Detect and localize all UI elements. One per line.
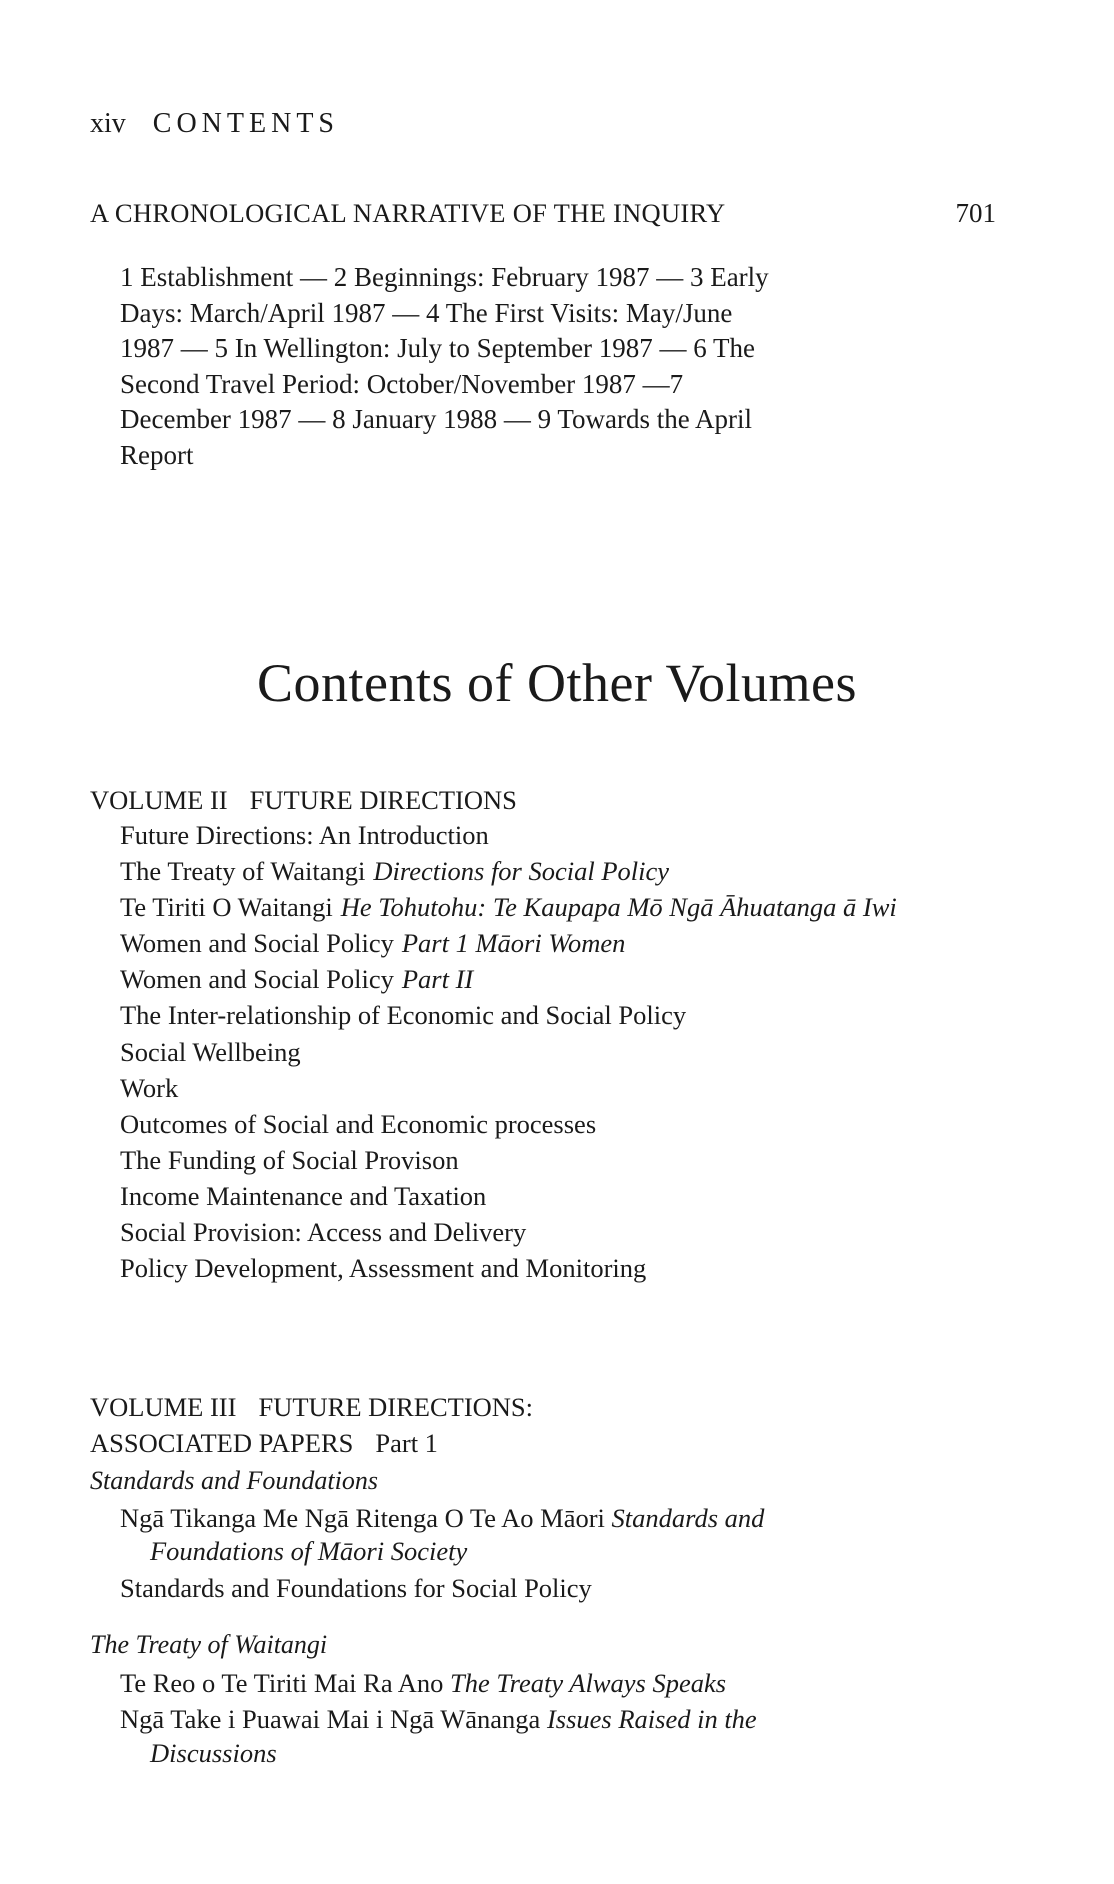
volume-3-subtitle <box>90 1428 438 1459</box>
volume-3-heading <box>90 1392 533 1423</box>
list-item: Social Wellbeing <box>120 1036 301 1067</box>
volume-3-label: VOLUME III <box>90 1392 237 1422</box>
page-folio: xiv <box>90 108 126 139</box>
volume-2-title: FUTURE DIRECTIONS <box>249 785 517 815</box>
running-head <box>90 108 339 140</box>
volume-2-label: VOLUME II <box>90 785 228 815</box>
narrative-line: Second Travel Period: October/November 1987 —7 <box>120 368 684 399</box>
volume-2-heading <box>90 785 517 816</box>
narrative-line: 1 Establishment — 2 Beginnings: February 1987 — 3 Early <box>120 262 769 292</box>
running-head-title: CONTENTS <box>152 108 340 139</box>
list-item: Future Directions: An Introduction <box>120 820 489 850</box>
chronology-entry-page: 701 <box>955 198 996 228</box>
list-item-continuation: Foundations of Māori Society <box>150 1536 468 1566</box>
chronology-entry-title: A CHRONOLOGICAL NARRATIVE OF THE INQUIRY <box>90 198 726 228</box>
list-item: Te Tiriti O Waitangi He Tohutohu: Te Kaupapa Mō Ngā Āhuatanga ā Iwi <box>120 892 897 923</box>
list-item: Women and Social Policy Part II <box>120 964 474 995</box>
section-heading: Contents of Other Volumes <box>257 653 857 713</box>
list-item: Te Reo o Te Tiriti Mai Ra Ano The Treaty Always Speaks <box>120 1668 727 1698</box>
narrative-line: 1987 — 5 In Wellington: July to September 1987 — 6 The <box>120 333 756 363</box>
volume-3-part: Part 1 <box>375 1428 438 1458</box>
list-item: Policy Development, Assessment and Monitoring <box>120 1253 647 1284</box>
volume-3-title-line2: ASSOCIATED PAPERS <box>90 1428 354 1458</box>
list-item: Outcomes of Social and Economic processes <box>120 1108 597 1139</box>
list-item: Women and Social Policy Part 1 Māori Women <box>120 928 626 959</box>
narrative-line: Days: March/April 1987 — 4 The First Visits: May/June <box>120 297 733 328</box>
list-item: Income Maintenance and Taxation <box>120 1180 487 1211</box>
list-item: The Treaty of Waitangi Directions for Social Policy <box>120 856 670 887</box>
list-item: Ngā Tikanga Me Ngā Ritenga O Te Ao Māori Standards and <box>120 1503 765 1533</box>
volume-2-list <box>120 817 897 1286</box>
group-heading-treaty: The Treaty of Waitangi <box>90 1630 328 1659</box>
list-item: The Funding of Social Provison <box>120 1144 459 1175</box>
list-item-continuation: Discussions <box>150 1738 277 1768</box>
narrative-line: Report <box>120 439 194 470</box>
volume-3-title: FUTURE DIRECTIONS: <box>258 1392 534 1422</box>
list-item: Standards and Foundations for Social Policy <box>120 1573 592 1603</box>
list-item: Work <box>120 1072 179 1103</box>
chronology-narrative <box>120 260 900 473</box>
list-item: Ngā Take i Puawai Mai i Ngā Wānanga Issues Raised in the <box>120 1704 757 1734</box>
list-item: Social Provision: Access and Delivery <box>120 1217 527 1248</box>
narrative-line: December 1987 — 8 January 1988 — 9 Towards the April <box>120 404 752 434</box>
list-item: The Inter-relationship of Economic and Social Policy <box>120 1000 687 1031</box>
group-heading-standards: Standards and Foundations <box>90 1466 378 1495</box>
